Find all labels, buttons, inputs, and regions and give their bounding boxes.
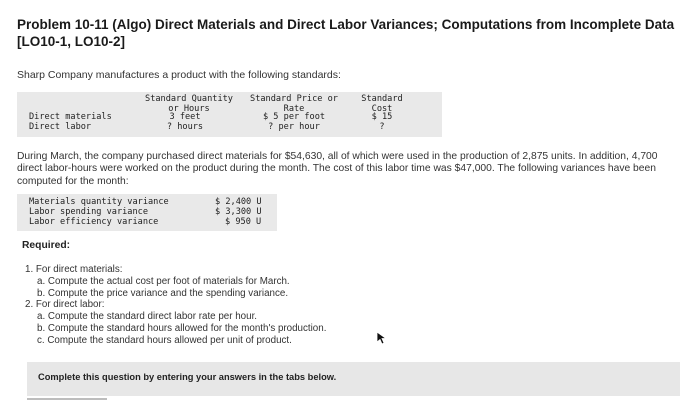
labor-cost: ? xyxy=(379,122,385,132)
question-2c: c. Compute the standard hours allowed per unit of product. xyxy=(37,335,292,346)
intro-text: Sharp Company manufactures a product with the following standards: xyxy=(17,69,341,81)
question-2: 2. For direct labor: xyxy=(25,299,105,310)
variances-table xyxy=(17,194,277,231)
question-1b: b. Compute the price variance and the spending variance. xyxy=(37,288,289,299)
question-1a: a. Compute the actual cost per foot of materials for March. xyxy=(37,276,290,287)
materials-cost: $ 15 xyxy=(371,112,393,122)
row-label-direct-materials: Direct materials xyxy=(29,112,112,122)
materials-quantity: 3 feet xyxy=(169,112,201,122)
row-label-direct-labor: Direct labor xyxy=(29,122,92,132)
variance-value-materials-quantity: $ 2,400 U xyxy=(215,197,262,207)
problem-title: Problem 10-11 (Algo) Direct Materials and Direct Labor Variances; Computations from Incomplete Data [LO10-1, LO10-2] xyxy=(17,17,675,49)
instructions-text: Complete this question by entering your answers in the tabs below. xyxy=(38,372,337,382)
header-standard-quantity: Standard Quantity or Hours xyxy=(145,94,233,114)
variance-value-labor-efficiency: $ 950 U xyxy=(225,217,262,227)
variance-label-labor-spending: Labor spending variance xyxy=(29,207,148,217)
question-2a: a. Compute the standard direct labor rate per hour. xyxy=(37,311,258,322)
question-1: 1. For direct materials: xyxy=(25,264,123,275)
variance-label-materials-quantity: Materials quantity variance xyxy=(29,197,169,207)
tab-divider xyxy=(27,398,107,400)
standards-table xyxy=(17,92,442,137)
labor-rate: ? per hour xyxy=(268,122,320,132)
header-standard-cost: Standard Cost xyxy=(361,94,403,114)
header-standard-price: Standard Price or Rate xyxy=(250,94,338,114)
required-heading: Required: xyxy=(22,240,71,251)
variance-value-labor-spending: $ 3,300 U xyxy=(215,207,262,217)
materials-price: $ 5 per foot xyxy=(262,112,326,122)
labor-hours: ? hours xyxy=(166,122,204,132)
problem-paragraph: During March, the company purchased direct materials for $54,630, all of which were used in the production of 2,875 units. In addition, 4,700 direct labor-hours were worked on the product during the month. The cost of this labor time was $47,000. The following variances have been computed for the month: xyxy=(17,151,658,187)
instructions-banner xyxy=(27,362,680,396)
question-2b: b. Compute the standard hours allowed for the month's production. xyxy=(37,323,327,334)
variance-label-labor-efficiency: Labor efficiency variance xyxy=(29,217,159,227)
